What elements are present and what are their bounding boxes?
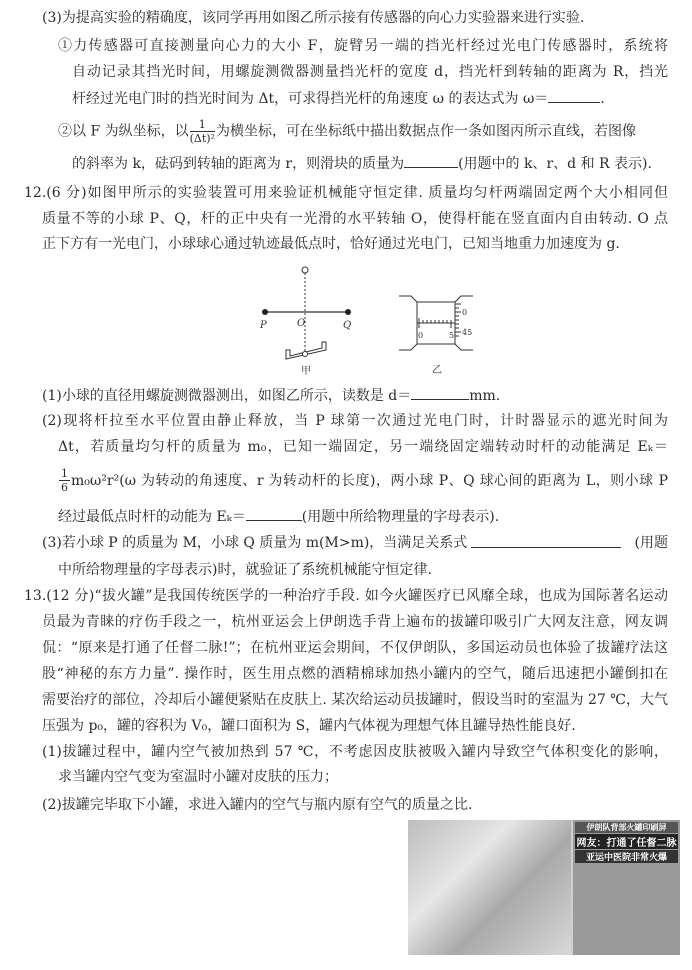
q11-3-p1-line2: 自动记录其挡光时间，用螺旋测微器测量挡光杆的宽度 d，挡光杆到转轴的距离为 R，挡光 (72, 64, 668, 80)
omega-answer-blank[interactable] (548, 88, 600, 103)
q11-3-p2-line2-text: 的斜率为 k，砝码到转轴的距离为 r，则滑块的质量为 (72, 156, 405, 172)
q11-3-p2-text-b: 为横坐标，可在坐标纸中描出数据点作一条如图丙所示直线，若图像 (215, 123, 636, 140)
frac-den: (Δt)² (189, 132, 215, 145)
photo-athlete-back (573, 820, 680, 955)
q12-sub3-line1 (42, 533, 668, 553)
sleeve-label-5: 5 (449, 331, 455, 340)
q12-sub2-line3-text: m₀ω²r²(ω 为转动的角速度、r 为转动杆的长度)，两小球 P、Q 球心间的距离为 L，则小球 P (71, 472, 668, 489)
q12-sub2-line4-hint: (用题中所给物理量的字母表示). (301, 509, 500, 525)
label-p: P (260, 320, 267, 331)
q11-3-p1-line3 (72, 88, 605, 109)
fraction-one-sixth (59, 467, 70, 494)
q12-sub1 (42, 385, 500, 406)
q12-sub2-line4 (58, 506, 499, 527)
q11-3-p2-line2 (72, 153, 652, 174)
axis-top-point (302, 267, 308, 273)
figure-jia-rod-apparatus (250, 262, 360, 377)
cupping-news-photo (408, 820, 680, 955)
photogate-point (303, 352, 308, 357)
period: . (600, 91, 605, 107)
kinetic-energy-answer-blank[interactable] (246, 506, 302, 521)
q13-line1: 13.(12 分)“拔火罐”是我国传统医学的一种治疗手段. 如今火罐医疗已风靡全球，也成为国际著名运动 (24, 588, 668, 604)
photo-subhead: 亚运中医院非常火爆 (575, 850, 678, 863)
q11-3-p2-line2-hint: (用题中的 k、r、d 和 R 表示). (458, 156, 652, 172)
thimble-label-45: 45 (462, 328, 473, 337)
q12-sub1-text: (1)小球的直径用螺旋测微器测出，如图乙所示，读数是 d＝ (42, 388, 412, 404)
photo-cupping-procedure (408, 820, 571, 955)
label-o: O (297, 318, 306, 329)
q12-sub2-line1: (2)现将杆拉至水平位置由静止释放，当 P 球第一次通过光电门时，计时器显示的遮光时间为 (42, 413, 668, 429)
ball-p (262, 309, 268, 315)
q13-sub1-line1: (1)拔罐过程中，罐内空气被加热到 57 ℃，不考虑因皮肤被吸入罐内导致空气体积变化的影响， (42, 744, 668, 760)
q12-line2: 质量不等的小球 P、Q，杆的正中央有一光滑的水平转轴 O，使得杆能在竖直面内自由转动. O 点 (42, 211, 668, 227)
ball-q (345, 309, 351, 315)
q11-3-p1-line3-text: 杆经过光电门时的挡光时间为 Δt，可求得挡光杆的角速度 ω 的表达式为 ω＝ (72, 91, 549, 107)
unit-mm: mm. (469, 388, 501, 404)
q13-line4: 股“神秘的东方力量”. 操作时，医生用点燃的酒精棉球加热小罐内的空气，随后迅速把小罐倒扣在 (42, 666, 668, 682)
fraction-1-over-dt-squared (190, 118, 215, 145)
label-q: Q (343, 320, 352, 331)
q12-line1: 12.(6 分)如图甲所示的实验装置可用来验证机械能守恒定律. 质量均匀杆两端固定两个大小相同但 (24, 185, 668, 201)
q11-3-p2-line1 (58, 118, 636, 145)
q12-sub3-line2: 中所给物理量的字母表示)时，就验证了系统机械能守恒定律. (58, 562, 432, 578)
q13-line5: 需要治疗的部位，冷却后小罐便紧贴在皮肤上. 某次给运动员拔罐时，假设当时的室温为 27 ℃，大气 (42, 692, 668, 708)
q11-3-p1-line1: ①力传感器可直接测量向心力的大小 F，旋臂另一端的挡光杆经过光电门传感器时，系统将 (58, 38, 668, 54)
mass-answer-blank[interactable] (404, 153, 458, 168)
frac-den: 6 (61, 481, 68, 494)
q12-sub2-line3 (58, 467, 668, 494)
caption-yi: 乙 (432, 365, 442, 376)
thimble-label-0: 0 (462, 308, 468, 317)
thimble-ticks (455, 304, 461, 336)
frac-num: 1 (190, 118, 215, 132)
diameter-answer-blank[interactable] (411, 385, 469, 400)
caption-jia: 甲 (301, 366, 311, 377)
q13-sub1-line2: 求当罐内空气变为室温时小罐对皮肤的压力； (58, 769, 338, 785)
sleeve-label-0: 0 (418, 331, 424, 340)
q13-line2: 员最为青睐的疗伤手段之一，杭州亚运会上伊朗选手背上遍布的拔罐印吸引广大网友注意，网友调 (42, 614, 668, 630)
relation-answer-blank[interactable] (471, 533, 621, 548)
q12-sub2-line4-text: 经过最低点时杆的动能为 Eₖ＝ (58, 509, 246, 525)
q12-sub3-hint: (用题 (634, 535, 668, 551)
q13-sub2: (2)拔罐完毕取下小罐，求进入罐内的空气与瓶内原有空气的质量之比. (42, 797, 473, 813)
q11-3-p2-text-a: ②以 F 为纵坐标，以 (58, 123, 189, 140)
q13-line3: 侃：“原来是打通了任督二脉!”；在杭州亚运会期间，不仅伊朗队，多国运动员也体验了拔罐疗法这 (42, 640, 668, 656)
q12-line3: 正下方有一光电门，小球球心通过轨迹最低点时，恰好通过光电门，已知当地重力加速度为 g. (42, 236, 620, 252)
micrometer-frame-left (399, 296, 417, 350)
figure-yi-micrometer (395, 290, 485, 378)
q13-line6: 压强为 p₀，罐的容积为 V₀，罐口面积为 S，罐内气体视为理想气体且罐导热性能良好. (42, 718, 576, 734)
photo-banner: 伊朗队背部火罐印刷屏 (575, 822, 678, 833)
q12-sub2-line2: Δt，若质量均匀杆的质量为 m₀，已知一端固定，另一端绕固定端转动时杆的动能满足 Eₖ＝ (58, 439, 668, 455)
frac-num: 1 (61, 467, 68, 480)
photo-headline: 网友：打通了任督二脉 (575, 834, 678, 849)
q11-3-intro: (3)为提高实验的精确度，该同学再用如图乙所示接有传感器的向心力实验器来进行实验. (42, 10, 585, 26)
q12-sub3-text: (3)若小球 P 的质量为 M，小球 Q 质量为 m(M>m)，当满足关系式 (42, 535, 468, 551)
